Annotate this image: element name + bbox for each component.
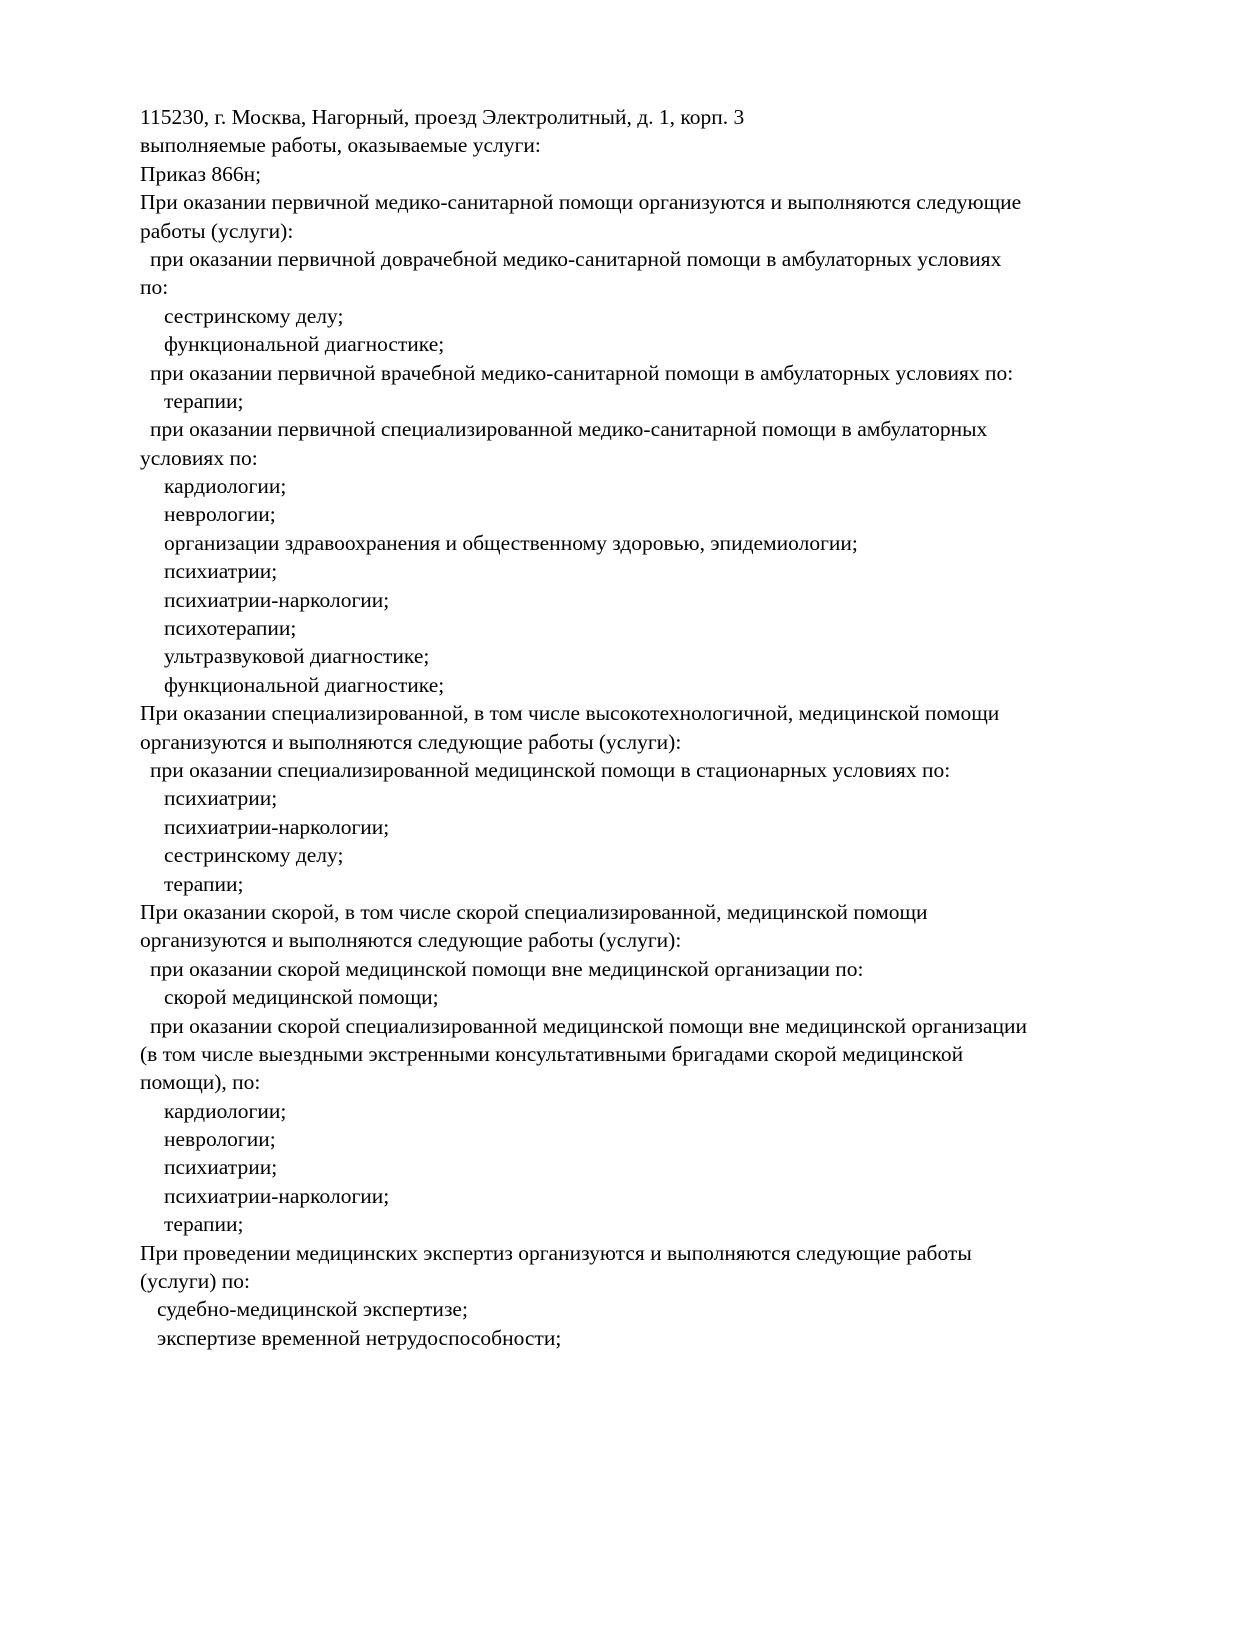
document-line: условиях по: [140,445,258,470]
document-line: терапии; [164,871,244,896]
document-line: при оказании первичной врачебной медико-санитарной помощи в амбулаторных условиях по: [150,360,1014,385]
document-line: функциональной диагностике; [164,672,445,697]
document-line: выполняемые работы, оказываемые услуги: [140,133,541,158]
document-line: психиатрии-наркологии; [164,814,390,839]
document-line: при оказании первичной специализированной медико-санитарной помощи в амбулаторных [150,417,988,442]
document-line: при оказании первичной доврачебной медико-санитарной помощи в амбулаторных условиях [150,246,1002,271]
document-line: 115230, г. Москва, Нагорный, проезд Электролитный, д. 1, корп. 3 [140,105,745,129]
document-line: ультразвуковой диагностике; [164,644,430,669]
document-line: сестринскому делу; [164,303,344,328]
document-line: функциональной диагностике; [164,332,445,357]
document-line: при оказании скорой медицинской помощи вне медицинской организации по: [150,956,864,981]
document-line: экспертизе временной нетрудоспособности; [157,1325,562,1350]
document-line: психиатрии; [164,1155,278,1180]
document-line: При оказании скорой, в том числе скорой специализированной, медицинской помощи [140,899,928,924]
document-line: кардиологии; [164,1098,287,1123]
document-line: организуются и выполняются следующие работы (услуги): [140,928,682,953]
document-line: при оказании скорой специализированной медицинской помощи вне медицинской организации [150,1013,1027,1038]
document-line: помощи), по: [140,1070,261,1095]
document-line: (услуги) по: [140,1269,251,1294]
document-line: психиатрии; [164,786,278,811]
document-line: сестринскому делу; [164,843,344,868]
document-line: скорой медицинской помощи; [164,985,439,1010]
document-line: психиатрии-наркологии; [164,587,390,612]
document-line: При оказании специализированной, в том числе высокотехнологичной, медицинской помощи [140,701,1000,726]
document-line: судебно-медицинской экспертизе; [157,1297,468,1322]
document-line: по: [140,275,169,300]
document-line: терапии; [164,1212,244,1237]
document-line: неврологии; [164,502,276,527]
document-line: При оказании первичной медико-санитарной помощи организуются и выполняются следующие [140,190,1022,215]
document-line: при оказании специализированной медицинской помощи в стационарных условиях по: [150,757,951,782]
document-line: работы (услуги): [140,218,294,243]
document-line: неврологии; [164,1127,276,1152]
document-line: Приказ 866н; [140,161,262,186]
document-line: терапии; [164,388,244,413]
document-line: кардиологии; [164,474,287,499]
document-line: психиатрии-наркологии; [164,1183,390,1208]
document-line: психиатрии; [164,559,278,584]
document-line: При проведении медицинских экспертиз организуются и выполняются следующие работы [140,1240,972,1265]
document-line: (в том числе выездными экстренными консультативными бригадами скорой медицинской [140,1041,964,1066]
document-line: организации здравоохранения и общественному здоровью, эпидемиологии; [164,530,858,555]
document-line: психотерапии; [164,616,297,641]
document-line: организуются и выполняются следующие работы (услуги): [140,729,682,754]
